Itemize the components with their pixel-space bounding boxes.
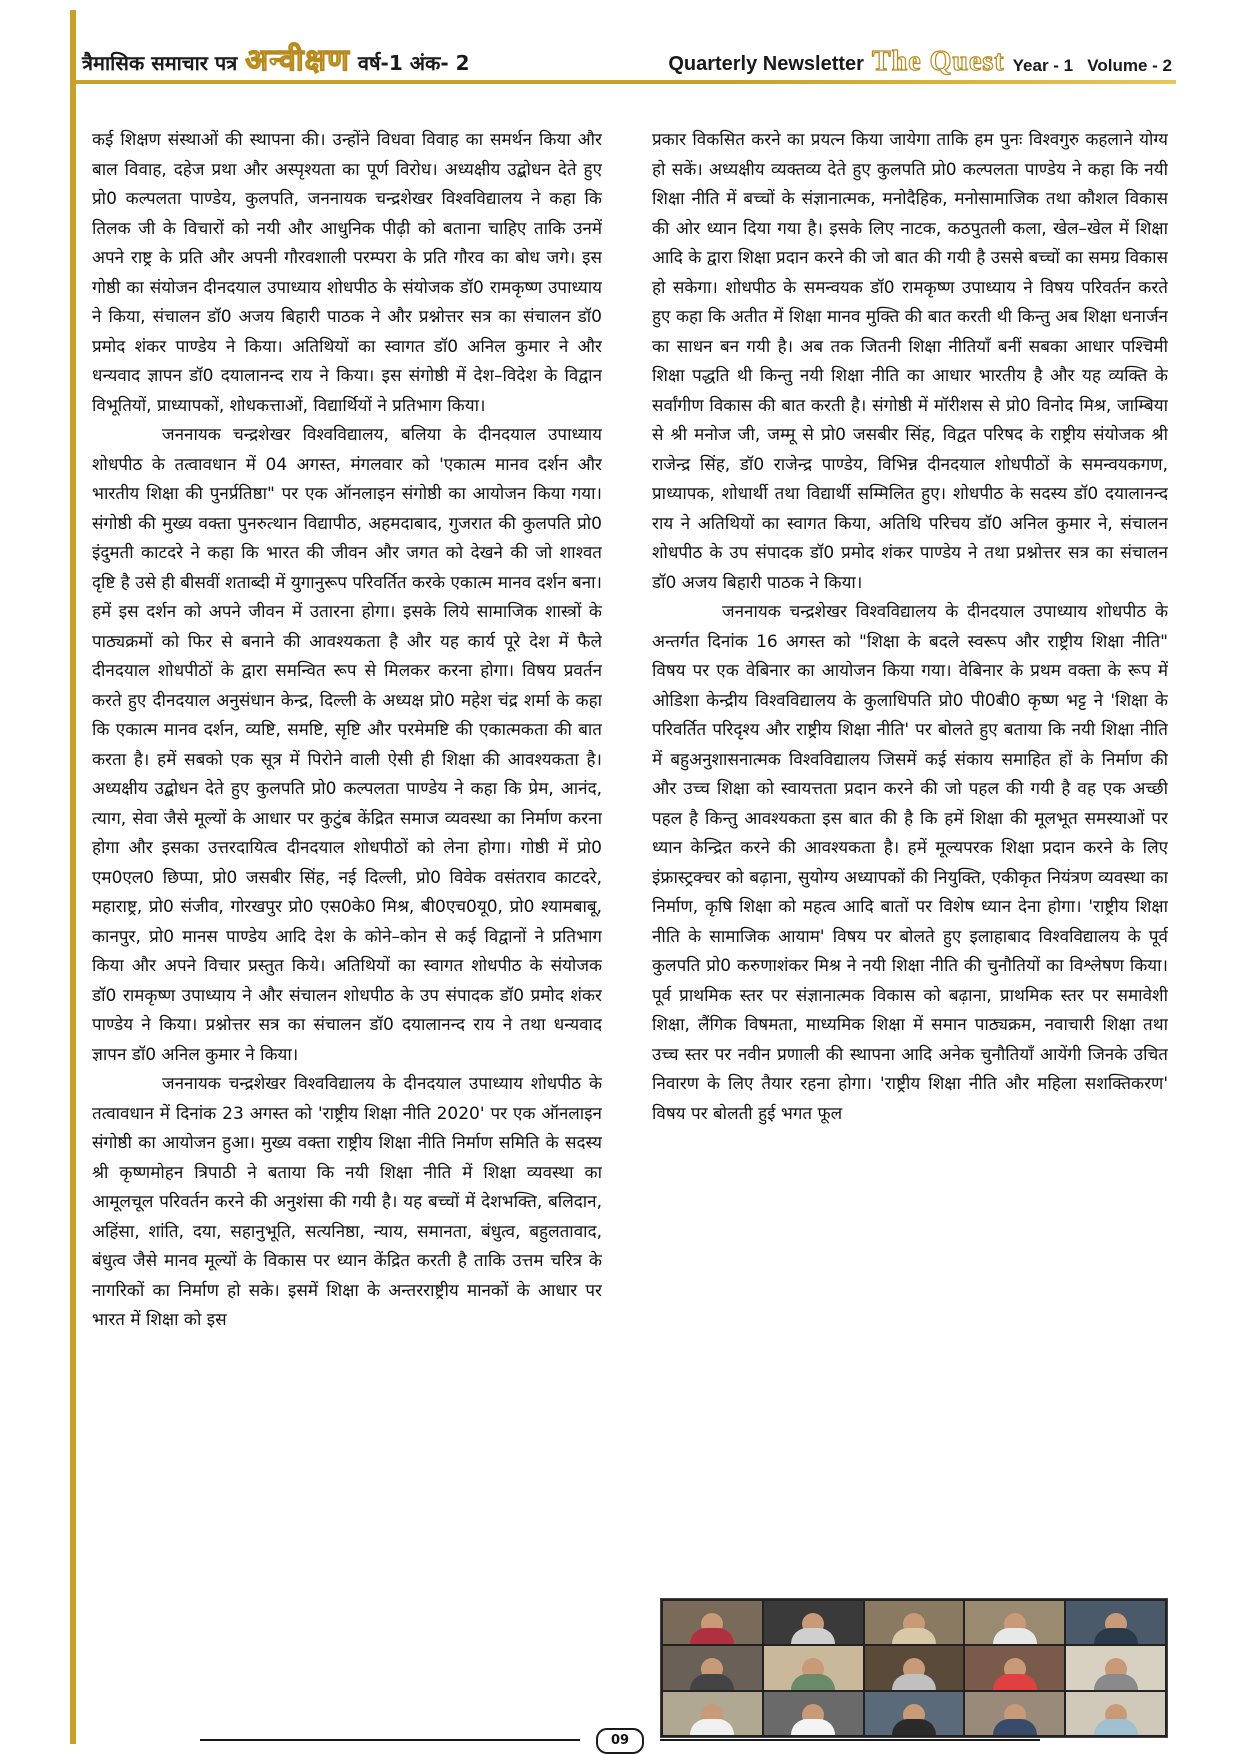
page-header	[82, 40, 1172, 76]
header-hindi-issue: वर्ष-1 अंक- 2	[357, 51, 470, 75]
header-english	[668, 48, 1172, 76]
article-column-right	[652, 126, 1168, 1466]
participant-tile	[663, 1601, 762, 1644]
participant-tile	[663, 1646, 762, 1689]
participant-tile	[1066, 1646, 1165, 1689]
participant-tile	[865, 1692, 964, 1735]
participant-tile	[1066, 1601, 1165, 1644]
participant-tile	[965, 1601, 1064, 1644]
participant-tile	[764, 1601, 863, 1644]
paragraph: जननायक चन्द्रशेखर विश्वविद्यालय, बलिया के दीनदयाल उपाध्याय शोधपीठ के तत्वावधान में 04 अगस्त, मंगलवार को 'एकात्म मानव दर्शन और भारतीय शिक्षा की पुनर्प्रतिष्ठा" पर एक ऑनलाइन संगोष्ठी का आयोजन किया गया। संगोष्ठी की मुख्य वक्ता पुनरुत्थान विद्यापीठ, अहमदाबाद, गुजरात की कुलपति प्रो0 इंदुमती काटदरे ने कहा कि भारत की जीवन और जगत को देखने की जो शाश्वत दृष्टि है उसे ही बीसवीं शताब्दी में युगानुरूप परिवर्तित करके एकात्म मानव दर्शन बना। हमें इस दर्शन को अपने जीवन में उतारना होगा। इसके लिये सामाजिक शास्त्रों के पाठ्यक्रमों को फिर से बनाने की आवश्यकता है और यह कार्य पूरे देश में फैले दीनदयाल शोधपीठों के द्वारा समन्वित रूप से मिलकर करना होगा। विषय प्रवर्तन करते हुए दीनदयाल अनुसंधान केन्द्र, दिल्ली के अध्यक्ष प्रो0 महेश चंद्र शर्मा के कहा कि एकात्म मानव दर्शन, व्यष्टि, समष्टि, सृष्टि और परमेमष्टि की एकात्मकता की बात करता है। हमें सबको एक सूत्र में पिरोने वाली ऐसी ही शिक्षा की आवश्यकता है। अध्यक्षीय उद्बोधन देते हुए कुलपति प्रो0 कल्पलता पाण्डेय ने कहा कि प्रेम, आनंद, त्याग, सेवा जैसे मूल्यों के आधार पर कुटुंब केंद्रित समाज व्यवस्था का निर्माण करना होगा और इसका उत्तरदायित्व दीनदयाल शोधपीठों को लेना होगा। गोष्ठी में प्रो0 एम0एल0 छिप्पा, प्रो0 जसबीर सिंह, नई दिल्ली, प्रो0 विवेक वसंतराव काटदरे, महाराष्ट्र, प्रो0 संजीव, गोरखपुर प्रो0 एस0के0 मिश्र, बी0एच0यू0, प्रो0 श्यामबाबू, कानपुर, प्रो0 मानस पाण्डेय आदि देश के कोने–कोन से कई विद्वानों ने प्रतिभाग किया और अपने विचार प्रस्तुत किये। अतिथियों का स्वागत शोधपीठ के संयोजक डॉ0 रामकृष्ण उपाध्याय ने और संचालन शोधपीठ के उप संपादक डॉ0 प्रमोद शंकर पाण्डेय ने किया। प्रश्नोत्तर सत्र का संचालन डॉ0 दयालानन्द राय ने तथा धन्यवाद ज्ञापन डॉ0 अनिल कुमार ने किया।	[92, 425, 602, 1065]
header-english-prefix: Quarterly Newsletter	[668, 53, 864, 75]
paragraph: कई शिक्षण संस्थाओं की स्थापना की। उन्होंने विधवा विवाह का समर्थन किया और बाल विवाह, दहेज प्रथा और अस्पृश्यता का पूर्ण विरोध। अध्यक्षीय उद्बोधन देते हुए प्रो0 कल्पलता पाण्डेय, कुलपति, जननायक चन्द्रशेखर विश्वविद्यालय ने कहा कि तिलक जी के विचारों को नयी और आधुनिक पीढ़ी को बताना चाहिए ताकि उनमें अपने राष्ट्र के प्रति और अपनी गौरवशाली परम्परा के प्रति गौरव का बोध जगे। इस गोष्ठी का संयोजन दीनदयाल उपाध्याय शोधपीठ के संयोजक डॉ0 रामकृष्ण उपाध्याय ने किया, संचालन डॉ0 अजय बिहारी पाठक ने और प्रश्नोत्तर सत्र का संचालन डॉ0 प्रमोद शंकर पाण्डेय ने किया। अतिथियों का स्वागत डॉ0 अनिल कुमार ने और धन्यवाद ज्ञापन डॉ0 दयालानन्द राय ने किया। इस संगोष्ठी में देश–विदेश के विद्वान विभूतियों, प्राध्यापकों, शोधकत्ताओं, विद्यार्थियों ने प्रतिभाग किया।	[92, 130, 602, 416]
header-hindi-prefix: त्रैमासिक समाचार पत्र	[82, 51, 238, 75]
participant-tile	[1066, 1692, 1165, 1735]
paragraph: जननायक चन्द्रशेखर विश्वविद्यालय के दीनदयाल उपाध्याय शोधपीठ के तत्वावधान में दिनांक 23 अगस्त को 'राष्ट्रीय शिक्षा नीति 2020' पर एक ऑनलाइन संगोष्ठी का आयोजन हुआ। मुख्य वक्ता राष्ट्रीय शिक्षा नीति निर्माण समिति के सदस्य श्री कृष्णमोहन त्रिपाठी ने बताया कि नयी शिक्षा नीति में शिक्षा व्यवस्था का आमूलचूल परिवर्तन करने की अनुशंसा की गयी है। यह बच्चों में देशभक्ति, बलिदान, अहिंसा, शांति, दया, सहानुभूति, सत्यनिष्ठा, न्याय, समानता, बंधुत्व, बहुलतावाद, बंधुत्व जैसे मानव मूल्यों के विकास पर ध्यान केंद्रित करती है ताकि उत्तम चरित्र के नागरिकों का निर्माण हो सके। इसमें शिक्षा के अन्तरराष्ट्रीय मानकों के आधार पर भारत में शिक्षा को इस	[92, 1074, 602, 1330]
page-number: 09	[596, 1728, 644, 1754]
left-margin-rule	[70, 10, 76, 1744]
participant-tile	[663, 1692, 762, 1735]
participant-tile	[764, 1692, 863, 1735]
header-hindi	[82, 43, 470, 78]
participant-tile	[965, 1646, 1064, 1689]
participant-tile	[865, 1601, 964, 1644]
header-hindi-masthead: अन्वीक्षण	[245, 43, 350, 78]
video-conference-photo	[660, 1598, 1168, 1738]
header-rule	[76, 80, 1176, 84]
participant-tile	[865, 1646, 964, 1689]
header-english-masthead: The Quest	[871, 46, 1005, 77]
paragraph: प्रकार विकसित करने का प्रयत्न किया जायेगा ताकि हम पुनः विश्वगुरु कहलाने योग्य हो सकें। अध्यक्षीय व्यक्तव्य देते हुए कुलपति प्रो0 कल्पलता पाण्डेय ने कहा कि नयी शिक्षा नीति में बच्चों के संज्ञानात्मक, मनोदैहिक, मनोसामाजिक तथा कौशल विकास की ओर ध्यान दिया गया है। इसके लिए नाटक, कठपुतली कला, खेल–खेल में शिक्षा आदि के द्वारा शिक्षा प्रदान करने की जो बात की गयी है उससे बच्चों का समग्र विकास हो सकेगा। शोधपीठ के समन्वयक डॉ0 रामकृष्ण उपाध्याय ने विषय परिवर्तन करते हुए कहा कि अतीत में शिक्षा मानव मुक्ति की बात करती थी किन्तु अब शिक्षा धनार्जन का साधन बन गयी है। अब तक जितनी शिक्षा नीतियाँ बनीं सबका आधार पश्चिमी शिक्षा पद्धति थी किन्तु नयी शिक्षा नीति का आधार भारतीय है और यह व्यक्ति के सर्वांगीण विकास की बात करती है। संगोष्ठी में मॉरीशस से प्रो0 विनोद मिश्र, जाम्बिया से श्री मनोज जी, जम्मू से प्रो0 जसबीर सिंह, विद्वत परिषद के राष्ट्रीय संयोजक श्री राजेन्द्र सिंह, डॉ0 राजेन्द्र पाण्डेय, विभिन्न दीनदयाल शोधपीठों के समन्वयकगण, प्राध्यापक, शोधार्थी तथा विद्यार्थी सम्मिलित हुए। शोधपीठ के सदस्य डॉ0 दयालानन्द राय ने अतिथियों का स्वागत किया, अतिथि परिचय डॉ0 अनिल कुमार ने, संचालन शोधपीठ के उप संपादक डॉ0 प्रमोद शंकर पाण्डेय ने तथा प्रश्नोत्तर सत्र का संचालन डॉ0 अजय बिहारी पाठक ने किया।	[652, 130, 1168, 593]
article-column-left	[92, 126, 602, 1566]
header-english-issue: Year - 1 Volume - 2	[1012, 56, 1172, 75]
paragraph: जननायक चन्द्रशेखर विश्वविद्यालय के दीनदयाल उपाध्याय शोधपीठ के अन्तर्गत दिनांक 16 अगस्त को "शिक्षा के बदले स्वरूप और राष्ट्रीय शिक्षा नीति" विषय पर एक वेबिनार का आयोजन किया गया। वेबिनार के प्रथम वक्ता के रूप में ओडिशा केन्द्रीय विश्वविद्यालय के कुलाधिपति प्रो0 पी0बी0 कृष्ण भट्ट ने 'शिक्षा के परिवर्तित परिदृश्य और राष्ट्रीय शिक्षा नीति' पर बोलते हुए बताया कि नयी शिक्षा नीति में बहुअनुशासनात्मक विश्वविद्यालय जिसमें कई संकाय समाहित हों के निर्माण की और उच्च शिक्षा को स्वायत्तता प्रदान करने की जो पहल की गयी है वह एक अच्छी पहल है किन्तु आवश्यकता इस बात की है कि हमें शिक्षा की मूलभूत समस्याओं पर ध्यान केन्द्रित करने की आवश्यकता है। हमें मूल्यपरक शिक्षा प्रदान करने के लिए इंफ्रास्ट्रक्चर को बढ़ाना, सुयोग्य अध्यापकों की नियुक्ति, एकीकृत नियंत्रण व्यवस्था का निर्माण, कृषि शिक्षा को महत्व आदि बातों पर विशेष ध्यान देना होगा। 'राष्ट्रीय शिक्षा नीति के सामाजिक आयाम' विषय पर बोलते हुए इलाहाबाद विश्वविद्यालय के पूर्व कुलपति प्रो0 करुणाशंकर मिश्र ने नयी शिक्षा नीति की चुनौतियों का विश्लेषण किया। पूर्व प्राथमिक स्तर पर संज्ञानात्मक विकास को बढ़ाना, प्राथमिक स्तर पर समावेशी शिक्षा, लैंगिक विषमता, माध्यमिक शिक्षा में समान पाठ्यक्रम, नवाचारी शिक्षा तथा उच्च स्तर पर नवीन प्रणाली की स्थापना आदि अनेक चुनौतियाँ आयेंगी जिनके उचित निवारण के लिए तैयार रहना होगा। 'राष्ट्रीय शिक्षा नीति और महिला सशक्तिकरण' विषय पर बोलती हुई भगत फूल	[652, 602, 1168, 1124]
page-footer	[200, 1730, 1040, 1750]
footer-rule-left	[200, 1739, 580, 1741]
participant-tile	[764, 1646, 863, 1689]
footer-rule-right	[660, 1739, 1040, 1741]
participant-tile	[965, 1692, 1064, 1735]
